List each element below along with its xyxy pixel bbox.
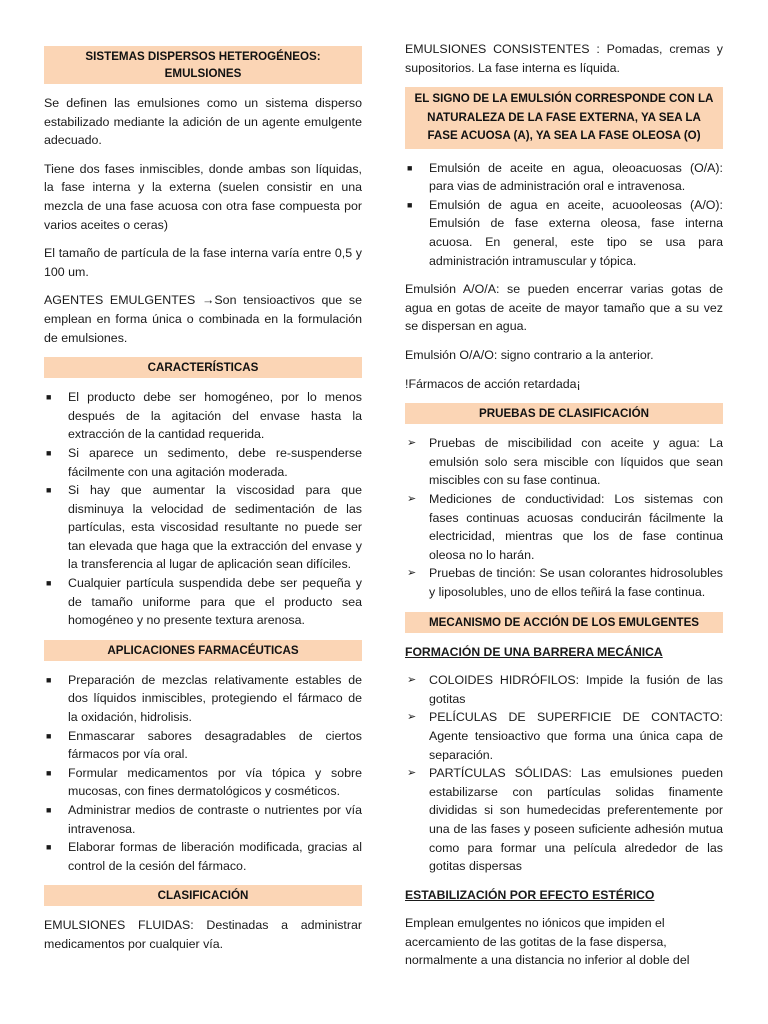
square-bullet-icon: ■	[46, 805, 52, 815]
list-item: ■ Administrar medios de contraste o nutrientes por vía intravenosa.	[46, 803, 362, 836]
paragraph-agentes-emulgentes: AGENTES EMULGENTES →Son tensioactivos que se emplean en forma única o combinada en la formulación de emulsiones.	[44, 293, 362, 345]
heading-clasificacion: CLASIFICACIÓN	[44, 885, 362, 906]
list-item: ■ Emulsión de aceite en agua, oleoacuosas (O/A): para vias de administración oral e intravenosa.	[407, 160, 723, 194]
square-bullet-icon: ■	[46, 578, 52, 589]
list-item: ➢ Pruebas de tinción: Se usan colorantes hidrosolubles y liposolubles, uno de ellos teñirá la fase continua.	[407, 566, 723, 599]
paragraph-definicion: Se definen las emulsiones como un sistema disperso estabilizado mediante la adición de un agente emulgente adecuado.	[44, 96, 362, 148]
list-item: ■ Cualquier partícula suspendida debe ser pequeña y de tamaño uniforme para que el producto sea homogéneo y no presente textura arenosa.	[46, 576, 362, 628]
list-item: ■ Preparación de mezclas relativamente estables de dos líquidos inmiscibles, protegiendo el fármaco de la oxidación, hidrolisis.	[46, 672, 362, 725]
list-pruebas	[405, 434, 723, 601]
right-column	[405, 40, 723, 980]
arrow-bullet-icon: ➢	[407, 674, 417, 687]
paragraph-emulsiones-fluidas: EMULSIONES FLUIDAS: Destinadas a administrar medicamentos por cualquier vía.	[44, 918, 362, 951]
left-column	[44, 40, 362, 964]
list-item: ➢ PARTÍCULAS SÓLIDAS: Las emulsiones pueden estabilizarse con partículas solidas finamente divididas si son humedecidas preferentemente por una de las fases y poseen suficiente adhesión mutua como para formar una película alrededor de las gotitas dispersas	[407, 766, 723, 874]
square-bullet-icon: ■	[407, 162, 413, 173]
list-item: ■ El producto debe ser homogéneo, por lo menos después de la agitación del envase hasta la extracción de la cantidad requerida.	[46, 390, 362, 442]
square-bullet-icon: ■	[46, 392, 52, 403]
square-bullet-icon: ■	[46, 767, 52, 778]
list-item: ■ Emulsión de agua en aceite, acuooleosas (A/O): Emulsión de fase externa oleosa, fase interna acuosa. En general, este tipo se usa para administración intramuscular y tópica.	[407, 197, 723, 268]
list-item: ➢ PELÍCULAS DE SUPERFICIE DE CONTACTO: Agente tensioactivo que forma una única capa de separación.	[407, 710, 723, 762]
list-caracteristicas	[44, 388, 362, 630]
subheading-barrera-mecanica: FORMACIÓN DE UNA BARRERA MECÁNICA	[405, 644, 663, 659]
paragraph-emulsiones-consistentes: EMULSIONES CONSISTENTES : Pomadas, cremas y supositorios. La fase interna es líquida.	[405, 42, 723, 75]
heading-pruebas-clasificacion: PRUEBAS DE CLASIFICACIÓN	[405, 403, 723, 424]
list-item: ➢ COLOIDES HIDRÓFILOS: Impide la fusión de las gotitas	[407, 673, 723, 706]
list-item: ■ Formular medicamentos por vía tópica y sobre mucosas, con fines dermatológicos y cosméticos.	[46, 765, 362, 799]
square-bullet-icon: ■	[407, 199, 413, 210]
arrow-bullet-icon: ➢	[407, 437, 417, 450]
list-item: ■ Elaborar formas de liberación modificada, gracias al control de la cesión del fármaco.	[46, 840, 362, 873]
paragraph-emulsion-aoa: Emulsión A/O/A: se pueden encerrar varias gotas de agua en gotas de aceite de mayor tamaño que a su vez se dispersan en agua.	[405, 282, 723, 334]
subheading-efecto-esterico: ESTABILIZACIÓN POR EFECTO ESTÉRICO	[405, 887, 655, 902]
paragraph-farmacos-retardada: !Fármacos de acción retardada¡	[405, 376, 581, 391]
square-bullet-icon: ■	[46, 842, 52, 853]
list-item: ➢ Mediciones de conductividad: Los sistemas con fases continuas acuosas conducirán fácilmente la electricidad, mientras que los de fase continua oleosa no lo harán.	[407, 492, 723, 562]
list-barrera	[405, 671, 723, 876]
square-bullet-icon: ■	[46, 485, 52, 496]
list-item: ■ Enmascarar sabores desagradables de ciertos fármacos por vía oral.	[46, 728, 362, 762]
heading-aplicaciones: APLICACIONES FARMACÉUTICAS	[44, 640, 362, 661]
heading-signo-emulsion: EL SIGNO DE LA EMULSIÓN CORRESPONDE CON LA NATURALEZA DE LA FASE EXTERNA, YA SEA LA FASE ACUOSA (A), YA SEA LA FASE OLEOSA (O)	[405, 87, 723, 149]
list-item: ■ Si hay que aumentar la viscosidad para que disminuya la velocidad de sedimentación de las partículas, esta viscosidad resultante no puede ser tan elevada que haga que la extracción del envase y la transferencia al lugar de aplicación sean difíciles.	[46, 483, 362, 572]
paragraph-emplean-emulgentes: Emplean emulgentes no iónicos que impiden el acercamiento de las gotitas de la fase dispersa, normalmente a una distancia no inferior al doble del	[405, 916, 690, 968]
arrow-bullet-icon: ➢	[407, 711, 417, 724]
arrow-bullet-icon: ➢	[407, 767, 417, 780]
arrow-bullet-icon: ➢	[407, 567, 417, 580]
heading-sistemas-dispersos: SISTEMAS DISPERSOS HETEROGÉNEOS: EMULSIONES	[44, 46, 362, 84]
arrow-bullet-icon: ➢	[407, 493, 417, 505]
paragraph-emulsion-oao: Emulsión O/A/O: signo contrario a la anterior.	[405, 348, 654, 363]
list-aplicaciones	[44, 671, 362, 876]
square-bullet-icon: ■	[46, 674, 52, 685]
list-item: ➢ Pruebas de miscibilidad con aceite y agua: La emulsión solo sera miscible con líquidos que sean miscibles con su fase continua.	[407, 436, 723, 488]
heading-mecanismo-accion: MECANISMO DE ACCIÓN DE LOS EMULGENTES	[405, 612, 723, 633]
heading-caracteristicas: CARACTERÍSTICAS	[44, 357, 362, 378]
paragraph-tamano-particula: El tamaño de partícula de la fase interna varía entre 0,5 y 100 um.	[44, 246, 362, 279]
paragraph-fases: Tiene dos fases inmiscibles, donde ambas son líquidas, la fase interna y la externa (suelen consistir en una mezcla de una fase acuosa con otra fase compuesta por varios aceites o ceras)	[44, 161, 362, 232]
square-bullet-icon: ■	[46, 730, 52, 741]
list-item: ■ Si aparece un sedimento, debe re-suspenderse fácilmente con una agitación moderada.	[46, 445, 362, 479]
list-signo	[405, 159, 723, 271]
square-bullet-icon: ■	[46, 447, 52, 458]
